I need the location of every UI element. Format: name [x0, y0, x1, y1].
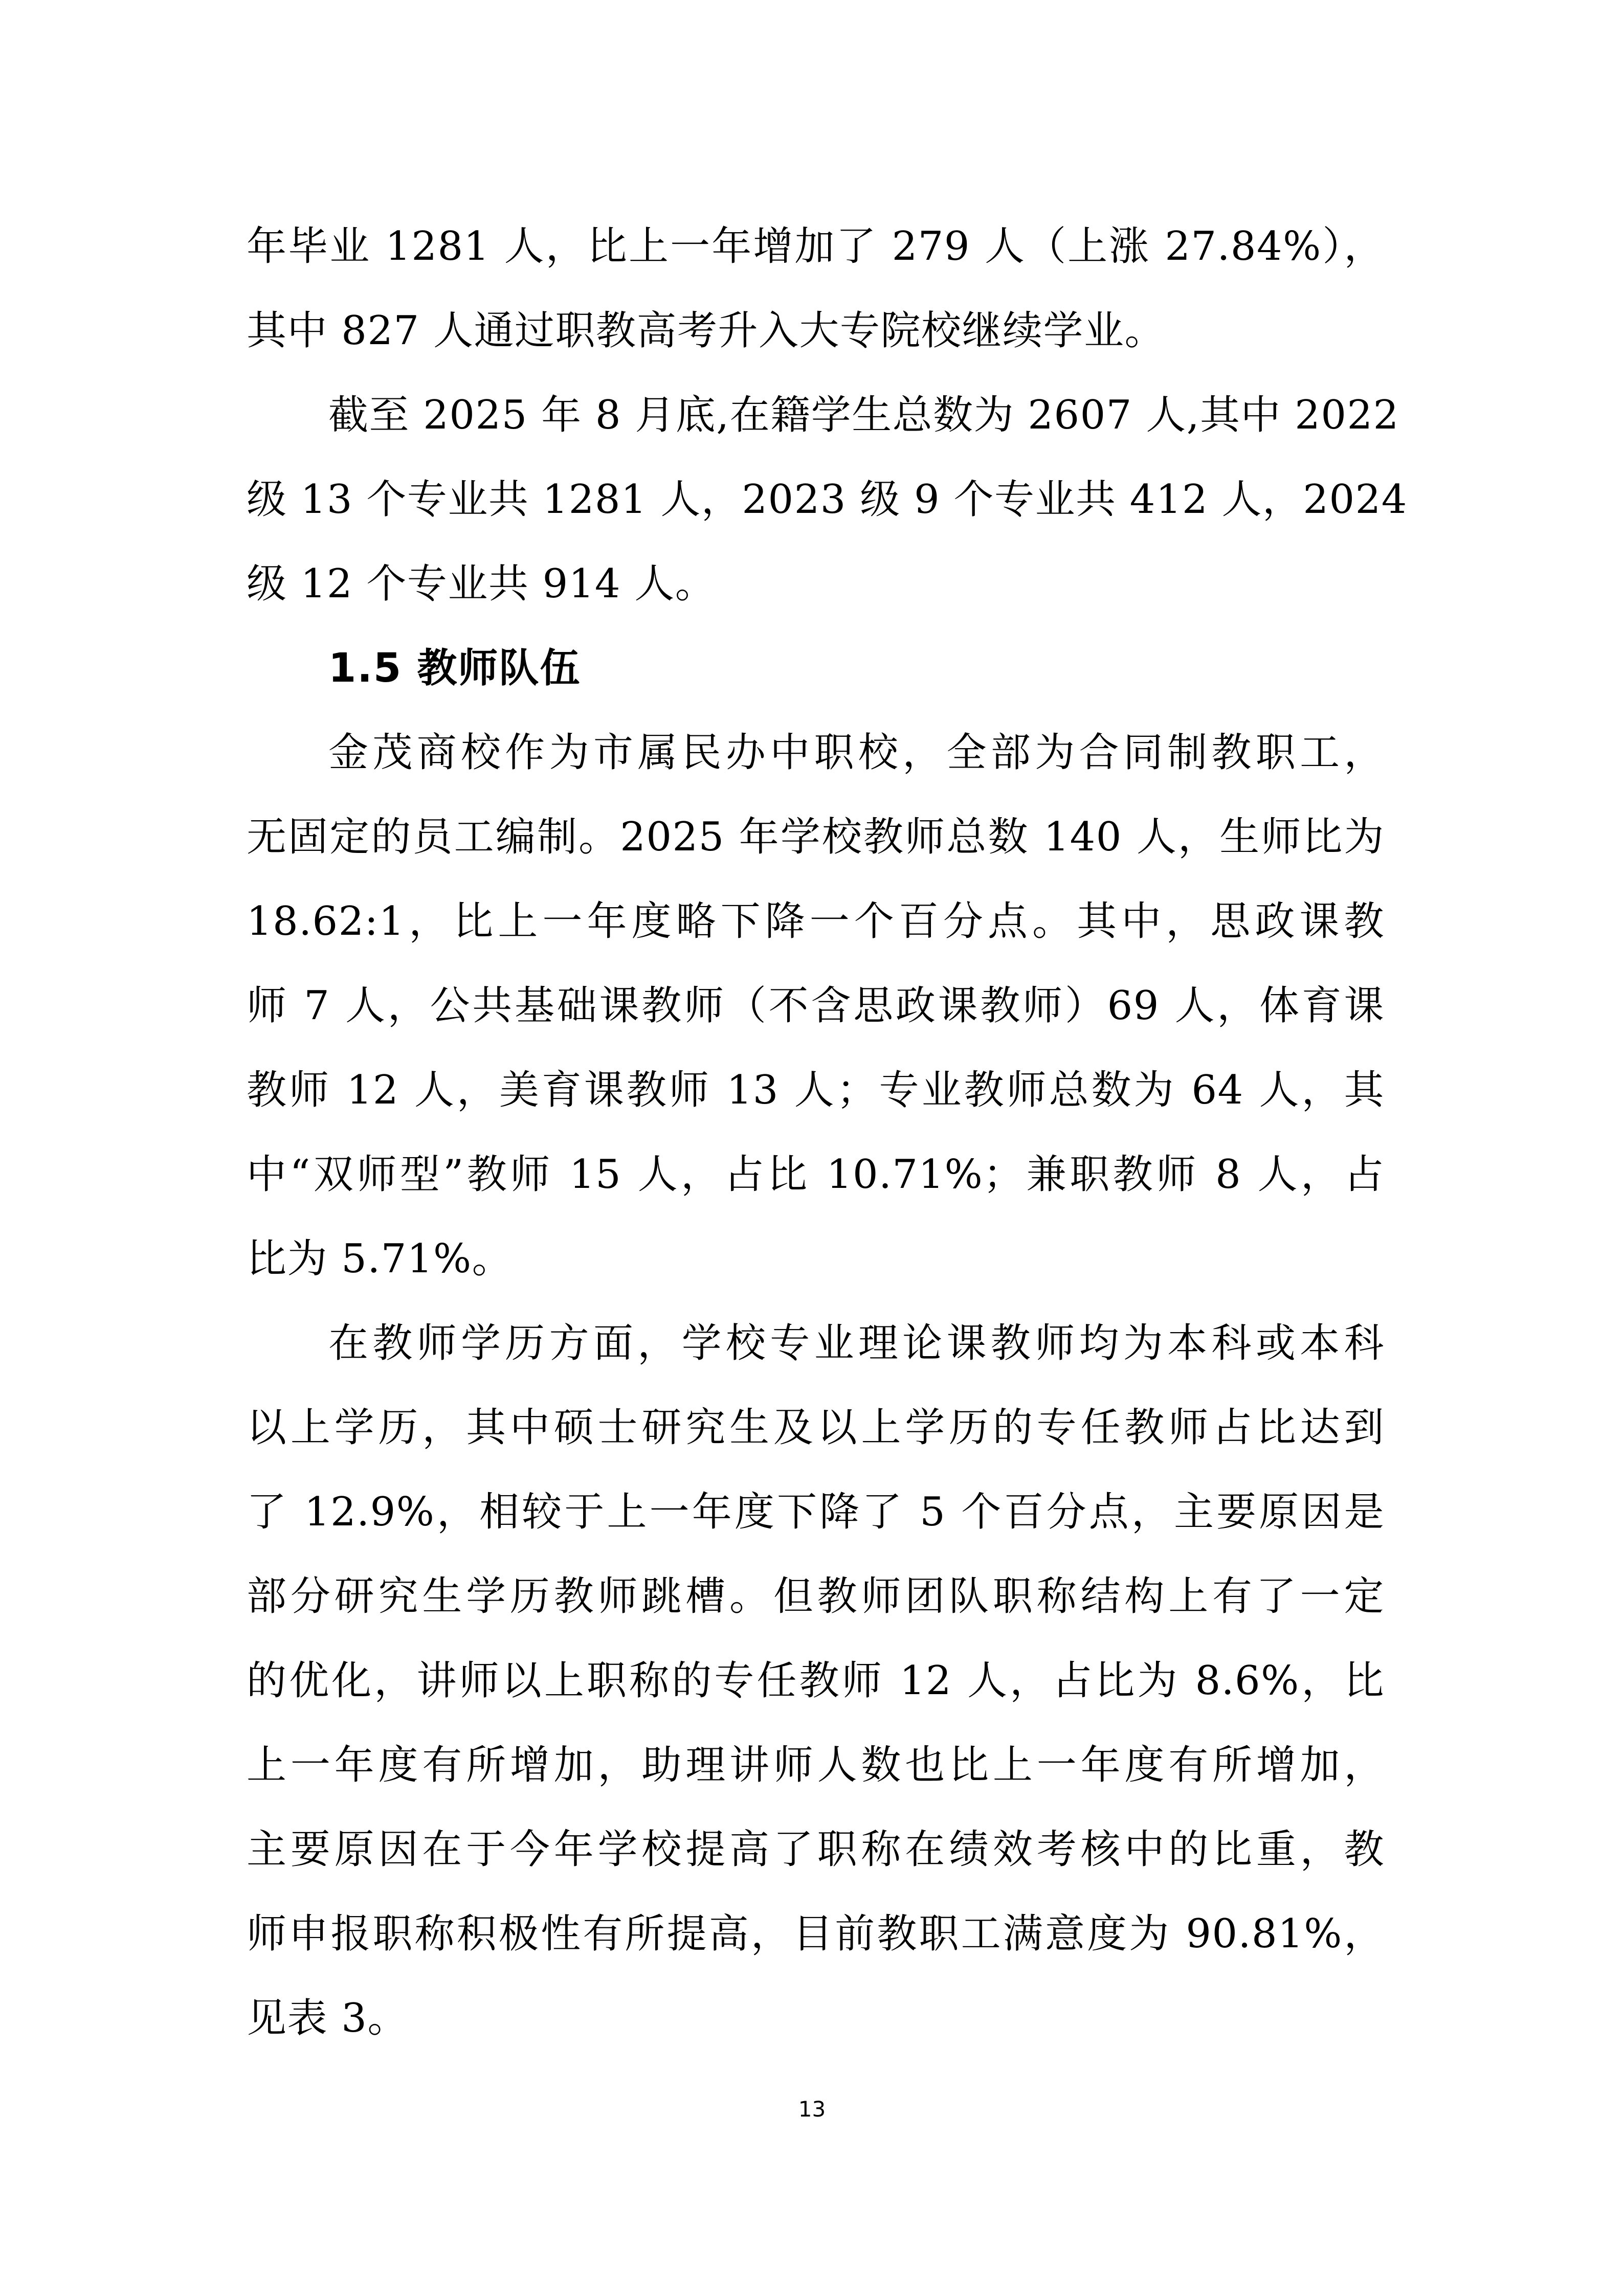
section-heading: 1.5 教师队伍: [328, 645, 581, 691]
text-line: 以上学历，其中硕士研究生及以上学历的专任教师占比达到: [247, 1405, 1385, 1451]
text-line: 的优化，讲师以上职称的专任教师 12 人，占比为 8.6%，比: [247, 1658, 1385, 1704]
text-line: 教师 12 人，美育课教师 13 人；专业教师总数为 64 人，其: [247, 1067, 1385, 1113]
text-line: 金茂商校作为市属民办中职校，全部为合同制教职工，: [328, 730, 1385, 776]
text-line: 在教师学历方面，学校专业理论课教师均为本科或本科: [328, 1320, 1385, 1366]
text-line: 师申报职称积极性有所提高，目前教职工满意度为 90.81%，: [247, 1911, 1385, 1957]
text-line: 无固定的员工编制。2025 年学校教师总数 140 人，生师比为: [247, 814, 1385, 860]
text-line: 师 7 人，公共基础课教师（不含思政课教师）69 人，体育课: [247, 983, 1385, 1029]
text-line: 见表 3。: [247, 1995, 408, 2041]
text-line: 级 13 个专业共 1281 人，2023 级 9 个专业共 412 人，2024: [247, 477, 1408, 523]
text-line: 级 12 个专业共 914 人。: [247, 561, 716, 607]
text-line: 比为 5.71%。: [247, 1236, 513, 1282]
text-line: 了 12.9%，相较于上一年度下降了 5 个百分点，主要原因是: [247, 1489, 1385, 1535]
text-line: 年毕业 1281 人，比上一年增加了 279 人（上涨 27.84%），: [247, 223, 1385, 269]
text-line: 中“双师型”教师 15 人，占比 10.71%；兼职教师 8 人，占: [247, 1152, 1385, 1198]
text-line: 主要原因在于今年学校提高了职称在绩效考核中的比重，教: [247, 1827, 1385, 1873]
page-body: [247, 205, 1408, 2061]
text-line: 部分研究生学历教师跳槽。但教师团队职称结构上有了一定: [247, 1573, 1385, 1619]
paragraph-graduation: [247, 205, 1385, 373]
paragraph-teacher-overview: [247, 711, 1385, 1301]
text-line: 上一年度有所增加，助理讲师人数也比上一年度有所增加，: [247, 1742, 1385, 1788]
text-line: 其中 827 人通过职教高考升入大专院校继续学业。: [247, 308, 1165, 354]
paragraph-enrollment: [247, 373, 1408, 626]
paragraph-teacher-qualifications: [247, 1301, 1385, 2061]
page-number: 13: [798, 2097, 826, 2122]
text-line: 18.62:1，比上一年度略下降一个百分点。其中，思政课教: [247, 898, 1385, 944]
text-line: 截至 2025 年 8 月底,在籍学生总数为 2607 人,其中 2022: [328, 392, 1399, 438]
